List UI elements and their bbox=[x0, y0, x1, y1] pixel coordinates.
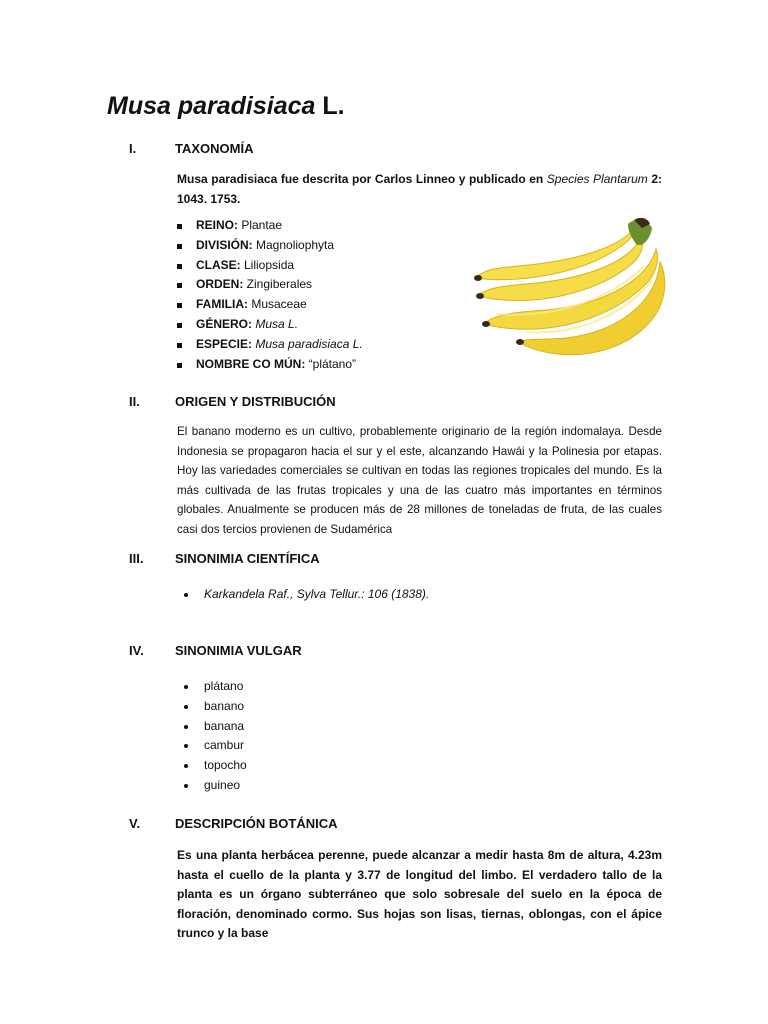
taxonomy-label: FAMILIA: bbox=[196, 297, 248, 312]
common-name-item: plátano bbox=[177, 677, 247, 697]
common-name-item: banano bbox=[177, 697, 247, 717]
page-title bbox=[107, 92, 345, 121]
taxonomy-item bbox=[177, 256, 363, 276]
taxonomy-value: Magnoliophyta bbox=[252, 237, 335, 252]
scientific-synonyms-list bbox=[177, 585, 429, 605]
banana-image bbox=[456, 214, 682, 374]
section-4-number: IV. bbox=[129, 643, 144, 658]
common-name-item: guineo bbox=[177, 776, 247, 796]
botanical-paragraph: Es una planta herbácea perenne, puede alcanzar a medir hasta 8m de altura, 4.23m hasta el cuello de la planta y 3.77 de longitud del limbo. El verdadero tallo de la planta es un órgano subterráneo que solo sobresale del suelo en la época de floración, denominado cormo. Sus hojas son lisas, tiernas, oblongas, con el ápice trunco y la base bbox=[177, 848, 662, 941]
section-1-title: TAXONOMÍA bbox=[175, 141, 254, 156]
taxonomy-value: Plantae bbox=[238, 218, 283, 232]
taxonomy-label: ESPECIE: bbox=[196, 336, 253, 351]
taxonomy-item bbox=[177, 236, 363, 256]
taxonomy-item bbox=[177, 335, 363, 355]
common-names-list bbox=[177, 677, 247, 796]
taxonomy-label: CLASE: bbox=[196, 257, 241, 272]
taxonomy-label: NOMBRE CO MÚN: bbox=[196, 356, 306, 371]
taxonomy-item bbox=[177, 315, 363, 335]
taxonomy-item bbox=[177, 355, 363, 375]
taxonomy-value: Zingiberales bbox=[243, 277, 313, 292]
taxonomy-label: DIVISIÓN: bbox=[196, 237, 253, 252]
taxonomy-label: REINO: bbox=[196, 218, 238, 232]
common-name-item: topocho bbox=[177, 756, 247, 776]
taxonomy-value: “plátano” bbox=[305, 356, 357, 371]
taxonomy-item bbox=[177, 216, 363, 236]
section-1-number: I. bbox=[129, 141, 137, 156]
section-2-title: ORIGEN Y DISTRIBUCIÓN bbox=[175, 394, 336, 409]
taxonomy-item bbox=[177, 295, 363, 315]
taxonomy-value: Musa L. bbox=[252, 316, 299, 331]
origin-paragraph: El banano moderno es un cultivo, probablemente originario de la región indomalaya. Desde Indonesia se propagaron hacia el sur y el este, alcanzando Hawái y la Polinesia por etapas. Hoy las variedades comerciales se cultivan en todas las regiones tropicales del mundo. Es la más cultivada de las frutas tropicales y una de las cuatro más importantes en términos globales. Anualmente se producen más de 28 millones de toneladas de fruta, de las cuales casi dos tercios provienen de Sudamérica bbox=[177, 425, 662, 536]
common-name-item: banana bbox=[177, 717, 247, 737]
taxonomy-label: ORDEN: bbox=[196, 277, 244, 292]
common-name-item: cambur bbox=[177, 736, 247, 756]
taxonomy-item bbox=[177, 275, 363, 295]
section-3-title: SINONIMIA CIENTÍFICA bbox=[175, 551, 320, 566]
section-5-title: DESCRIPCIÓN BOTÁNICA bbox=[175, 816, 338, 831]
taxonomy-value: Musaceae bbox=[248, 297, 307, 312]
section-5-number: V. bbox=[129, 816, 141, 831]
title-author: L. bbox=[315, 92, 345, 120]
taxonomy-value: Musa paradisiaca L. bbox=[252, 336, 363, 351]
taxonomy-list bbox=[177, 216, 363, 374]
taxonomy-value: Liliopsida bbox=[240, 257, 295, 272]
scientific-synonym-item: Karkandela Raf., Sylva Tellur.: 106 (1838). bbox=[177, 585, 429, 605]
section-4-title: SINONIMIA VULGAR bbox=[175, 643, 302, 658]
section-3-number: III. bbox=[129, 551, 144, 566]
taxonomy-label: GÉNERO: bbox=[196, 316, 253, 331]
section-2-number: II. bbox=[129, 394, 140, 409]
title-genus-species: Musa paradisiaca bbox=[107, 92, 316, 120]
taxonomy-intro: Musa paradisiaca fue descrita por Carlos Linneo y publicado en Species Plantarum 2: 1043. 1753. bbox=[177, 172, 662, 206]
